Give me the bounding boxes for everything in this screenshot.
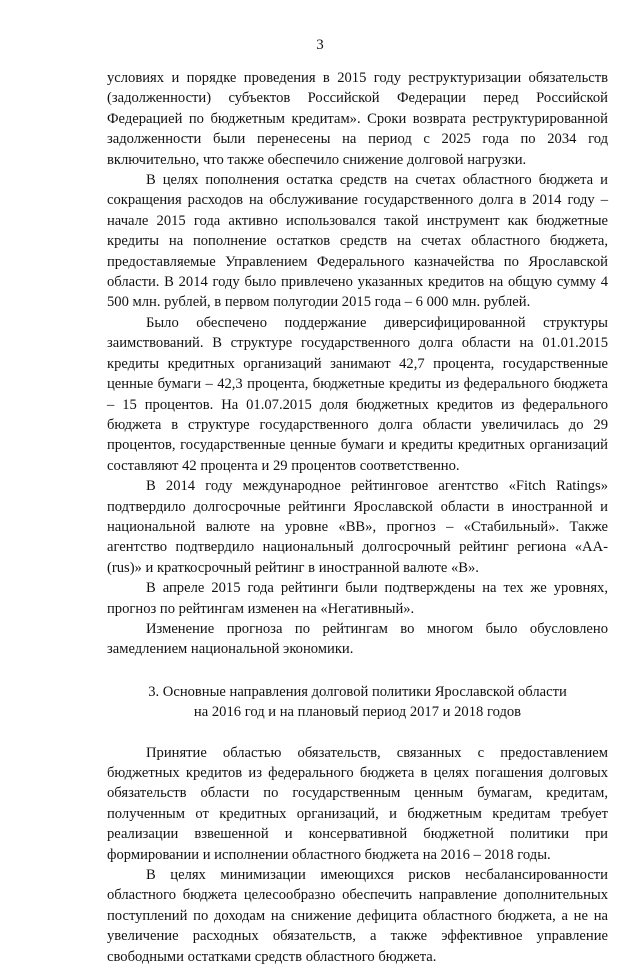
section-heading-line-2: на 2016 год и на плановый период 2017 и 2018 годов (193, 704, 522, 721)
paragraph: условиях и порядке проведения в 2015 году реструктуризации обязательств (задолженности) субъектов Российской Федерации перед Российской Федерацией по бюджетным кредитам». Сроки возврата реструктурированной задолженности были перенесены на период с 2025 года по 2034 год включительно, что также обеспечило снижение долговой нагрузки. (107, 70, 608, 168)
document-body (107, 68, 608, 967)
paragraph: В целях пополнения остатка средств на счетах областного бюджета и сокращения расходов на обслуживание государственного долга в 2014 году – начале 2015 года активно использовался такой инструмент как бюджетные кредиты на пополнение остатков средств на счетах областного бюджета, предоставляемые Управлением Федерального казначейства по Ярославской области. В 2014 году было привлечено указанных кредитов на общую сумму 4 500 млн. рублей, в первом полугодии 2015 года – 6 000 млн. рублей. (107, 172, 608, 311)
section-heading-line-1: 3. Основные направления долговой политики Ярославской области (148, 683, 567, 700)
page-number: 3 (316, 37, 324, 53)
paragraph: В целях минимизации имеющихся рисков несбалансированности областного бюджета целесообразно обеспечить направление дополнительных поступлений по доходам на снижение дефицита областного бюджета, а не на увеличение расходных обязательств, а также эффективное управление свободными остатками средств областного бюджета. (107, 867, 608, 965)
paragraph: Принятие областью обязательств, связанных с предоставлением бюджетных кредитов из федерального бюджета в целях погашения долговых обязательств области по государственным ценным бумагам, кредитам, полученным от кредитных организаций, и бюджетным кредитам требует реализации взвешенной и консервативной бюджетной политики при формировании и исполнении областного бюджета на 2016 – 2018 годы. (107, 744, 608, 863)
paragraph: В 2014 году международное рейтинговое агентство «Fitch Ratings» подтвердило долгосрочные рейтинги Ярославской области в иностранной и национальной валюте на уровне «BB», прогноз – «Стабильный». Также агентство подтвердило национальный долгосрочный рейтинг региона «AA-(rus)» и краткосрочный рейтинг в иностранной валюте «B». (107, 478, 608, 576)
paragraphs-before-heading (107, 68, 608, 660)
paragraph: Было обеспечено поддержание диверсифицированной структуры заимствований. В структуре государственного долга области на 01.01.2015 кредиты кредитных организаций занимают 42,7 процента, государственные ценные бумаги – 42,3 процента, бюджетные кредиты из федерального бюджета – 15 процентов. На 01.07.2015 доля бюджетных кредитов из федерального бюджета в структуре государственного долга области увеличилась до 29 процентов, государственные ценные бумаги и кредиты кредитных организаций составляют 42 процента и 29 процентов соответственно. (107, 314, 608, 474)
paragraph: Изменение прогноза по рейтингам во многом было обусловлено замедлением национальной экономики. (107, 620, 608, 658)
paragraph: В апреле 2015 года рейтинги были подтверждены на тех же уровнях, прогноз по рейтингам изменен на «Негативный». (107, 580, 608, 617)
paragraphs-after-heading (107, 743, 608, 967)
section-heading (107, 682, 608, 723)
